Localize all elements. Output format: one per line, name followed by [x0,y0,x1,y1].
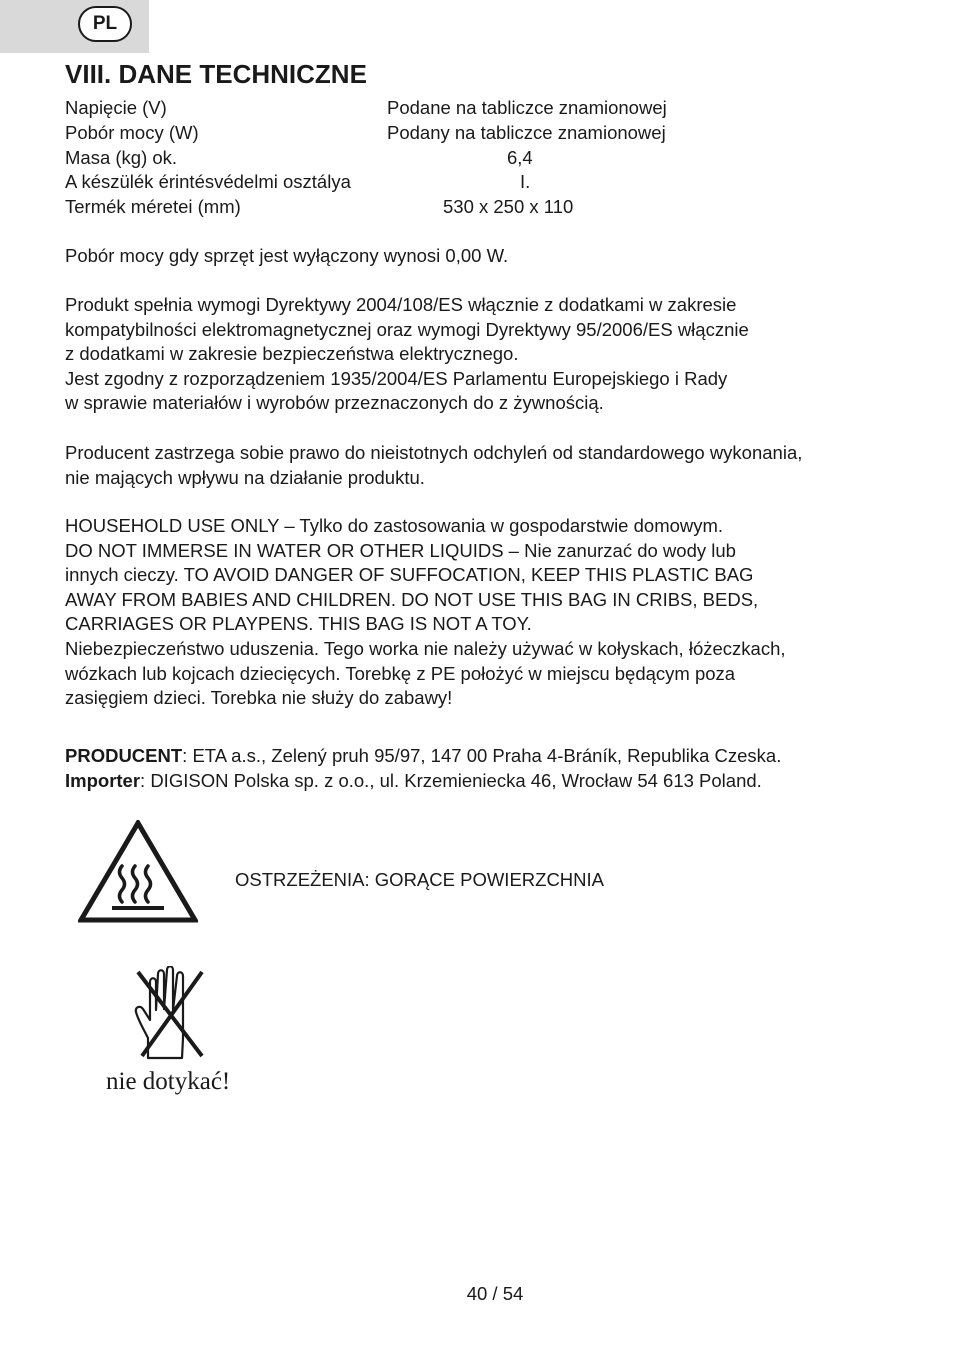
spec-row [65,146,765,171]
spec-label: Pobór mocy (W) [65,121,199,143]
producer-line [65,744,895,769]
importer-label: Importer [65,770,141,791]
spec-value: Podane na tabliczce znamionowej [387,97,667,118]
importer-address: : DIGISON Polska sp. z o.o., ul. Krzemieniecka 46, Wrocław 54 613 Poland. [140,770,762,791]
language-tab [0,0,149,53]
spec-value: Podany na tabliczce znamionowej [387,121,666,143]
spec-row [65,170,765,195]
spec-row [65,195,765,220]
section-title: VIII. DANE TECHNICZNE [65,59,367,89]
crossed-hand-icon [134,966,206,1062]
spec-row [65,96,765,121]
deviations-paragraph: Producent zastrzega sobie prawo do nieistotnych odchyleń od standardowego wykonania, nie mających wpływu na działanie produktu. [65,442,803,488]
hot-surface-warning-text: OSTRZEŻENIA: GORĄCE POWIERZCHNIA [235,869,604,890]
no-touch-label: nie dotykać! [106,1068,231,1095]
language-badge: PL [78,6,132,42]
spec-label: Napięcie (V) [65,97,167,118]
standby-power-paragraph: Pobór mocy gdy sprzęt jest wyłączony wynosi 0,00 W. [65,245,509,266]
spec-label: A készülék érintésvédelmi osztálya [65,171,351,193]
hot-surface-warning-icon [78,820,198,923]
spec-value: 530 x 250 x 110 [443,196,574,218]
page-number: 40 / 54 [466,1283,524,1304]
producer-address: : ETA a.s., Zelený pruh 95/97, 147 00 Praha 4-Bráník, Republika Czeska. [182,745,782,766]
spec-row [65,121,765,146]
spec-value: 6,4 [507,146,533,168]
producer-label: PRODUCENT [65,745,183,766]
importer-line [65,769,895,794]
household-warning-paragraph: HOUSEHOLD USE ONLY – Tylko do zastosowania w gospodarstwie domowym. DO NOT IMMERSE IN WATER OR OTHER LIQUIDS – Nie zanurzać do wody lub innych cieczy. TO AVOID DANGER OF SUFFOCATION, KEEP THIS PLASTIC BAG AWAY FROM BABIES AND CHILDREN. DO NOT USE THIS BAG IN CRIBS, BEDS, CARRIAGES OR PLAYPENS. THIS BAG IS NOT A TOY. Niebezpieczeństwo uduszenia. Tego worka nie należy używać w kołyskach, łóżeczkach, wózkach lub kojcach dziecięcych. Torebkę z PE położyć w miejscu będącym poza zasięgiem dzieci. Torebka nie służy do zabawy! [65,515,786,709]
directive-paragraph: Produkt spełnia wymogi Dyrektywy 2004/108/ES włącznie z dodatkami w zakresie kompatybilności elektromagnetycznej oraz wymogi Dyrektywy 95/2006/ES włącznie z dodatkami w zakresie bezpieczeństwa elektrycznego. Jest zgodny z rozporządzeniem 1935/2004/ES Parlamentu Europejskiego i Rady w sprawie materiałów i wyrobów przeznaczonych do z żywnością. [65,294,749,414]
spec-value: I. [520,171,531,193]
spec-table [65,96,765,220]
spec-label: Termék méretei (mm) [65,196,241,218]
spec-label: Masa (kg) ok. [65,146,178,168]
